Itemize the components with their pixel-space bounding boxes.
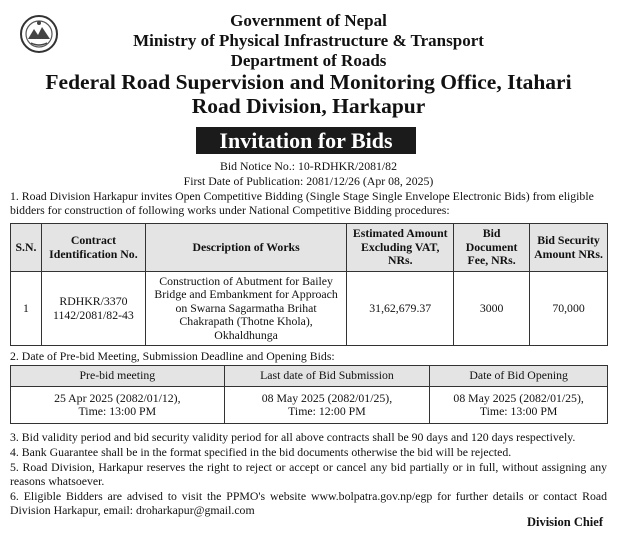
col-bid-security: Bid Security Amount NRs. [530,224,608,272]
invitation-banner: Invitation for Bids [196,127,416,154]
header-government: Government of Nepal [230,11,387,30]
works-table-header-row [11,224,608,272]
cell-document-fee: 3000 [454,272,530,346]
works-table [10,223,608,346]
header-division: Road Division, Harkapur [191,94,426,118]
table-row [11,387,608,424]
paragraph-rights-reserved: 5. Road Division, Harkapur reserves the right to reject or accept or cancel any bid partially or in full, without assigning any reasons whatsoever. [10,460,607,488]
bid-dates-table [10,365,608,424]
cell-bid-security: 70,000 [530,272,608,346]
cell-sn: 1 [11,272,42,346]
prebid-time: Time: 13:00 PM [78,404,157,418]
header-ministry: Ministry of Physical Infrastructure & Transport [133,31,484,50]
cell-submission-deadline [224,387,430,424]
col-prebid-meeting: Pre-bid meeting [11,366,225,387]
submission-date: 08 May 2025 (2082/01/25), [261,390,393,405]
opening-date: 08 May 2025 (2082/01/25), [453,390,584,405]
paragraph-invitation: 1. Road Division Harkapur invites Open Competitive Bidding (Single Stage Single Envelope Electronic Bids) from eligible bidders for construction of following works under National Competitive Bidding procedures: [10,189,594,217]
col-estimated-amount: Estimated Amount Excluding VAT, NRs. [347,224,454,272]
col-contract-id: Contract Identification No. [41,224,145,272]
paragraph-bank-guarantee: 4. Bank Guarantee shall be in the format specified in the bid documents otherwise the bid will be rejected. [10,445,512,459]
col-bid-opening: Date of Bid Opening [430,366,608,387]
header-office: Federal Road Supervision and Monitoring Office, Itahari [45,70,572,94]
col-submission-deadline: Last date of Bid Submission [224,366,430,387]
signature-division-chief: Division Chief [526,515,603,529]
paragraph-eligible-bidders: 6. Eligible Bidders are advised to visit the PPMO's website www.bolpatra.gov.np/egp for further details or contact Road Division Harkapur, email: droharkapur@gmail.com [10,489,607,517]
cell-bid-opening [430,387,608,424]
header-department: Department of Roads [230,51,387,70]
contract-id-line1: RDHKR/3370 [59,294,128,308]
paragraph-bid-validity: 3. Bid validity period and bid security validity period for all above contracts shall be 90 days and 120 days respectively. [10,430,576,444]
paragraph-dates-heading: 2. Date of Pre-bid Meeting, Submission Deadline and Opening Bids: [10,349,335,363]
table-row [11,272,608,346]
cell-description: Construction of Abutment for Bailey Bridge and Embankment for Approach on Swarna Sagarmatha Brihat Chakrapath (Thotne Khola), Okhaldhunga [145,272,346,346]
cell-prebid-meeting [11,387,225,424]
opening-time: Time: 13:00 PM [479,404,558,418]
submission-time: Time: 12:00 PM [288,404,366,418]
bid-notice-number: Bid Notice No.: 10-RDHKR/2081/82 [220,159,397,173]
publication-date: First Date of Publication: 2081/12/26 (Apr 08, 2025) [183,174,434,188]
col-document-fee: Bid Document Fee, NRs. [454,224,530,272]
cell-estimated-amount: 31,62,679.37 [347,272,454,346]
bid-dates-header-row [11,366,608,387]
col-sn: S.N. [11,224,42,272]
col-description: Description of Works [145,224,346,272]
contract-id-line2: 1142/2081/82-43 [53,307,134,322]
prebid-date: 25 Apr 2025 (2082/01/12), [54,390,181,405]
cell-contract-id [41,272,145,346]
